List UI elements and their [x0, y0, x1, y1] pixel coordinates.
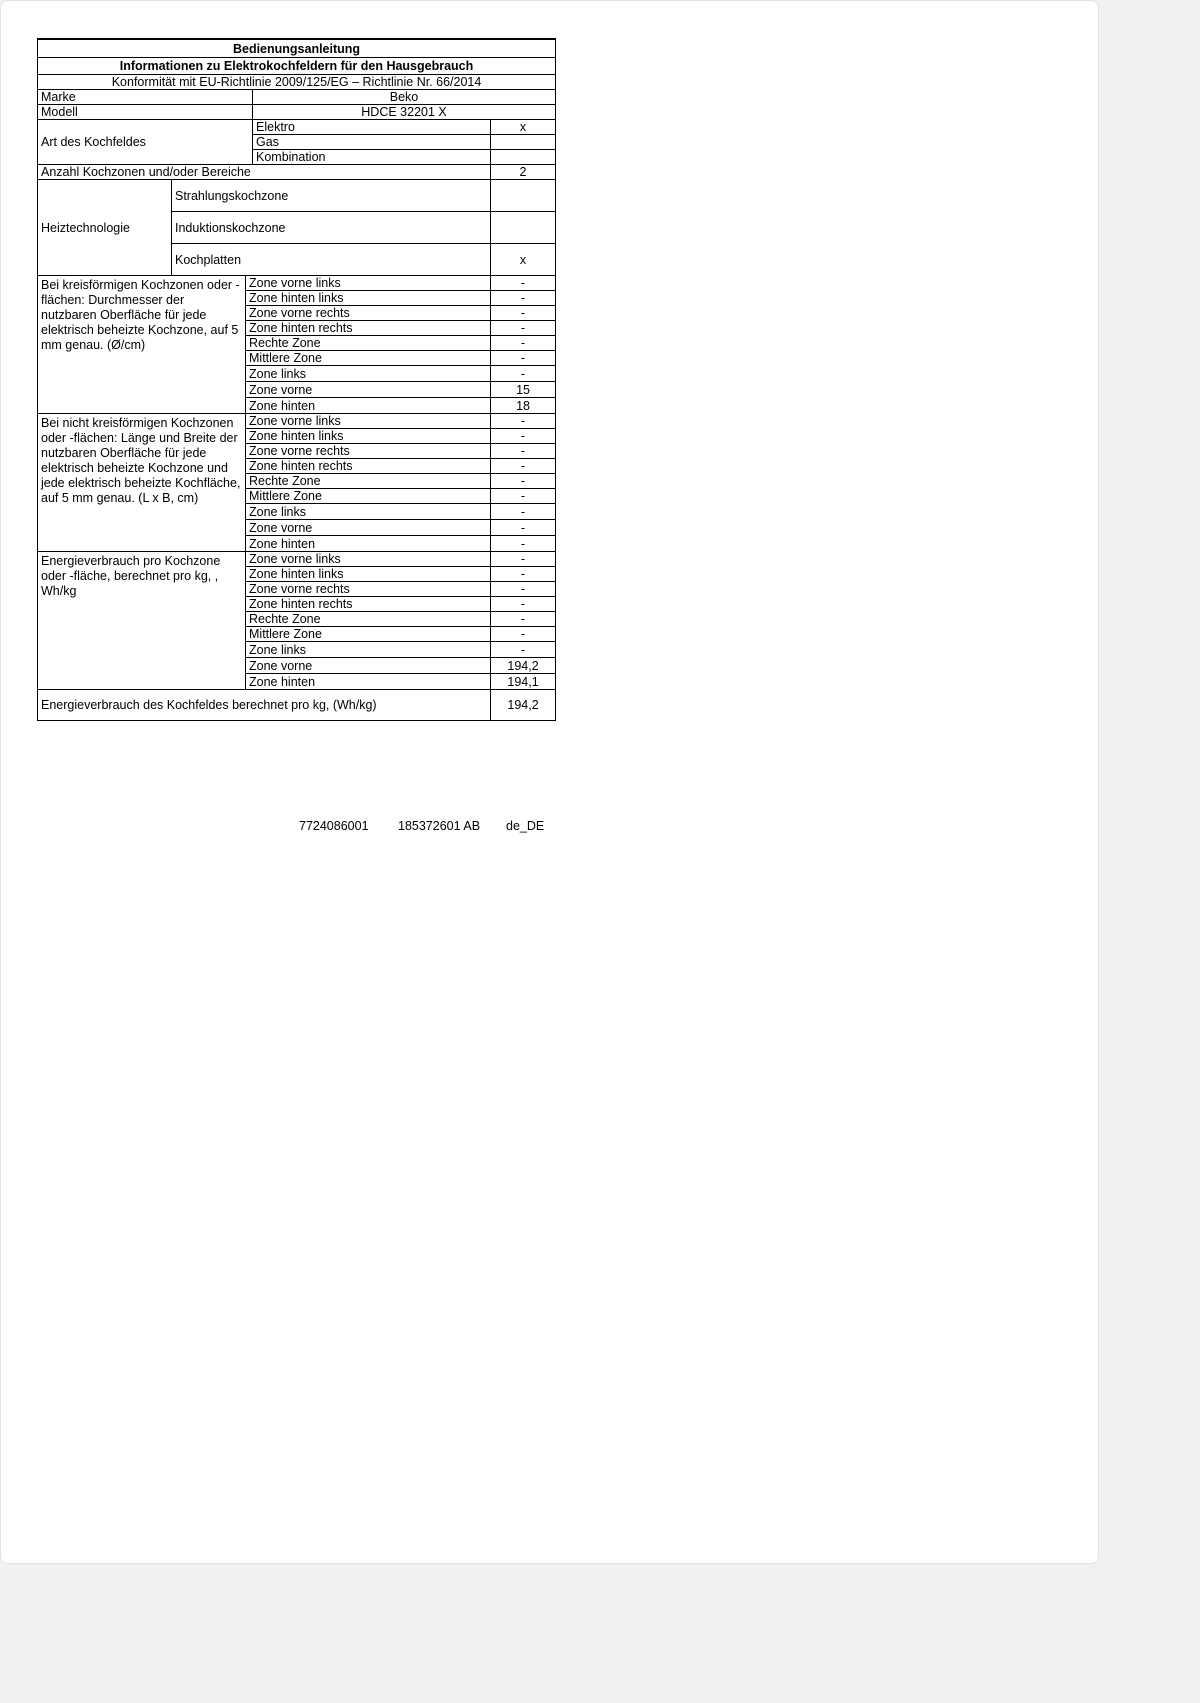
- conformity-note: Konformität mit EU-Richtlinie 2009/125/EG – Richtlinie Nr. 66/2014: [38, 75, 556, 90]
- heating-tech-option: Kochplatten: [172, 244, 491, 276]
- zone-name: Zone links: [246, 642, 491, 658]
- energy-total-row: [38, 690, 556, 721]
- zone-value: -: [491, 582, 556, 597]
- zone-name: Zone vorne rechts: [246, 582, 491, 597]
- hob-type-mark: [491, 135, 556, 150]
- model-value: HDCE 32201 X: [253, 105, 556, 120]
- hob-type-mark: [491, 150, 556, 165]
- zone-name: Zone vorne: [246, 658, 491, 674]
- zone-row: [38, 414, 556, 429]
- zone-value: -: [491, 414, 556, 429]
- article-number: 7724086001: [299, 819, 369, 833]
- zone-value: -: [491, 627, 556, 642]
- zone-value: -: [491, 429, 556, 444]
- zone-name: Zone hinten rechts: [246, 597, 491, 612]
- energy-total-label: Energieverbrauch des Kochfeldes berechnet pro kg, (Wh/kg): [38, 690, 491, 721]
- zone-name: Rechte Zone: [246, 612, 491, 627]
- zone-name: Zone vorne: [246, 520, 491, 536]
- zone-value: -: [491, 597, 556, 612]
- zone-name: Zone vorne links: [246, 552, 491, 567]
- zone-name: Mittlere Zone: [246, 627, 491, 642]
- document-number: 185372601 AB: [398, 819, 481, 833]
- zone-value: -: [491, 504, 556, 520]
- heating-tech-mark: x: [491, 244, 556, 276]
- zone-value: -: [491, 612, 556, 627]
- zone-name: Zone links: [246, 366, 491, 382]
- zone-name: Zone links: [246, 504, 491, 520]
- zone-name: Zone hinten links: [246, 291, 491, 306]
- zone-value: -: [491, 336, 556, 351]
- zone-value: -: [491, 459, 556, 474]
- zone-row: [38, 276, 556, 291]
- zone-value: -: [491, 291, 556, 306]
- zone-count-value: 2: [491, 165, 556, 180]
- brand-label: Marke: [38, 90, 253, 105]
- zone-value: -: [491, 536, 556, 552]
- zone-name: Zone vorne: [246, 382, 491, 398]
- zone-value: -: [491, 520, 556, 536]
- heating-tech-label: Heiztechnologie: [38, 180, 172, 276]
- zone-name: Zone hinten: [246, 398, 491, 414]
- zone-value: -: [491, 276, 556, 291]
- product-info-table: [37, 38, 556, 721]
- energy-total-value: 194,2: [491, 690, 556, 721]
- hob-type-option: Kombination: [253, 150, 491, 165]
- zone-value: -: [491, 321, 556, 336]
- circular-section-label: Bei kreisförmigen Kochzonen oder -flächen: Durchmesser der nutzbaren Oberfläche für jede elektrisch beheizte Kochzone, auf 5 mm genau. (Ø/cm): [38, 276, 246, 414]
- zone-name: Mittlere Zone: [246, 351, 491, 366]
- zone-name: Zone vorne links: [246, 276, 491, 291]
- zone-name: Zone hinten: [246, 536, 491, 552]
- document-subtitle: Informationen zu Elektrokochfeldern für den Hausgebrauch: [38, 58, 556, 75]
- zone-value: 18: [491, 398, 556, 414]
- hob-type-label: Art des Kochfeldes: [38, 120, 253, 165]
- zone-value: -: [491, 351, 556, 366]
- zone-value: 194,2: [491, 658, 556, 674]
- zone-name: Mittlere Zone: [246, 489, 491, 504]
- zone-name: Zone hinten links: [246, 429, 491, 444]
- zone-value: -: [491, 444, 556, 459]
- locale-code: de_DE: [506, 819, 545, 833]
- model-label: Modell: [38, 105, 253, 120]
- heating-tech-option: Induktionskochzone: [172, 212, 491, 244]
- energy-zone-section-label: Energieverbrauch pro Kochzone oder -fläche, berechnet pro kg, , Wh/kg: [38, 552, 246, 690]
- heating-tech-option: Strahlungskochzone: [172, 180, 491, 212]
- zone-name: Zone vorne rechts: [246, 306, 491, 321]
- hob-type-option: Elektro: [253, 120, 491, 135]
- zone-name: Zone hinten: [246, 674, 491, 690]
- zone-name: Rechte Zone: [246, 336, 491, 351]
- zone-name: Zone hinten rechts: [246, 321, 491, 336]
- zone-value: -: [491, 474, 556, 489]
- zone-value: -: [491, 642, 556, 658]
- zone-value: -: [491, 366, 556, 382]
- hob-type-mark: x: [491, 120, 556, 135]
- brand-value: Beko: [253, 90, 556, 105]
- zone-value: -: [491, 306, 556, 321]
- zone-row: [38, 552, 556, 567]
- heating-tech-mark: [491, 212, 556, 244]
- zone-name: Zone hinten links: [246, 567, 491, 582]
- zone-name: Rechte Zone: [246, 474, 491, 489]
- noncircular-section-label: Bei nicht kreisförmigen Kochzonen oder -flächen: Länge und Breite der nutzbaren Oberfläche für jede elektrisch beheizte Kochzone und jede elektrisch beheizte Kochfläche, auf 5 mm genau. (L x B, cm): [38, 414, 246, 552]
- document-title: Bedienungsanleitung: [38, 39, 556, 58]
- zone-name: Zone vorne rechts: [246, 444, 491, 459]
- zone-value: -: [491, 489, 556, 504]
- zone-value: -: [491, 552, 556, 567]
- zone-value: 15: [491, 382, 556, 398]
- zone-count-label: Anzahl Kochzonen und/oder Bereiche: [38, 165, 491, 180]
- zone-name: Zone vorne links: [246, 414, 491, 429]
- zone-name: Zone hinten rechts: [246, 459, 491, 474]
- heating-tech-mark: [491, 180, 556, 212]
- zone-value: 194,1: [491, 674, 556, 690]
- hob-type-option: Gas: [253, 135, 491, 150]
- zone-value: -: [491, 567, 556, 582]
